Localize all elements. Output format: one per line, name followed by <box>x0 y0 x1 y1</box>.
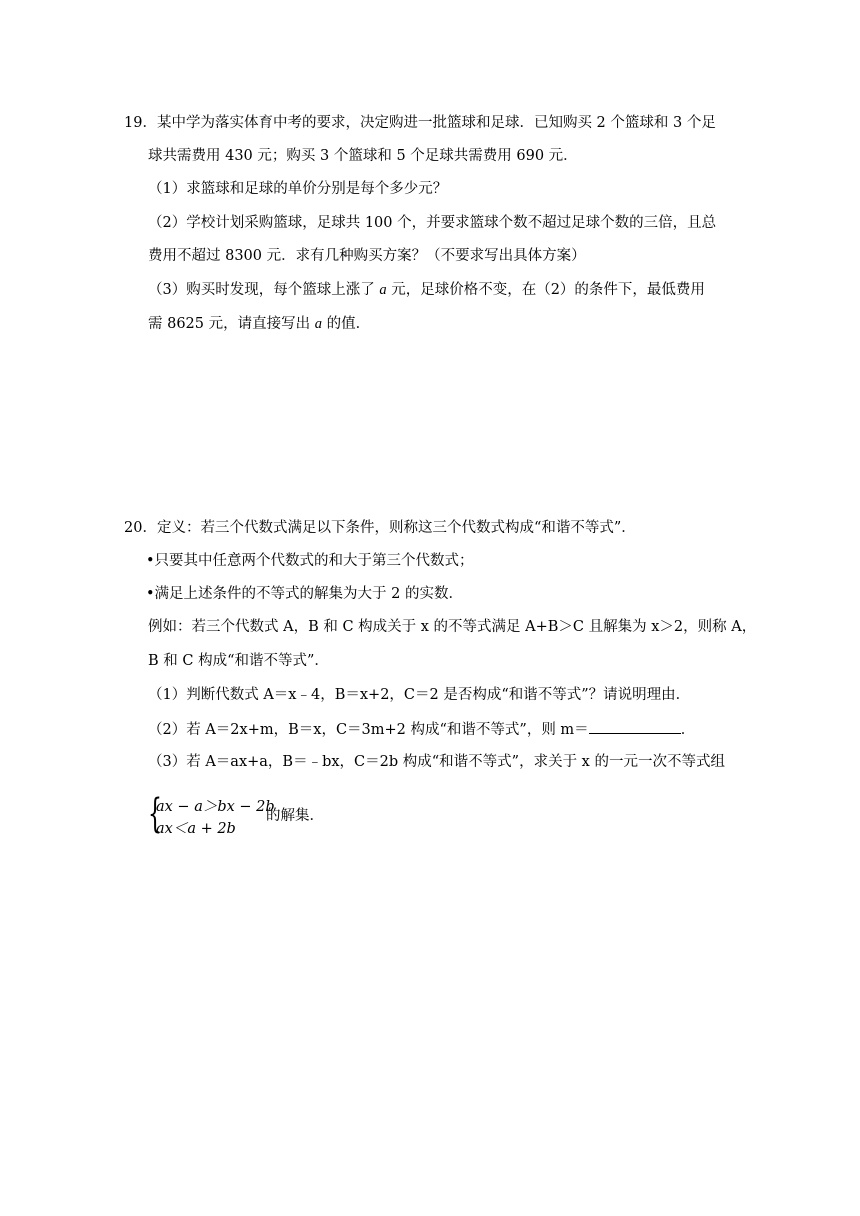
q19-number: 19． <box>124 115 157 131</box>
q20-example-line1: 例如：若三个代数式 A，B 和 C 构成关于 x 的不等式满足 A+B＞C 且解集为 x＞2，则称 A， <box>148 619 757 635</box>
q19-part3-line2 <box>148 315 370 333</box>
answer-blank[interactable] <box>589 719 681 734</box>
q19-stem-line1: 某中学为落实体育中考的要求，决定购进一批篮球和足球．已知购买 2 个篮球和 3 个足 <box>156 115 716 131</box>
q19-stem-line2: 球共需费用 430 元；购买 3 个篮球和 5 个足球共需费用 690 元． <box>148 148 578 164</box>
q20-intro: 定义：若三个代数式满足以下条件，则称这三个代数式构成“和谐不等式”． <box>156 520 636 536</box>
q19-part2-line2: 费用不超过 8300 元．求有几种购买方案？（不要求写出具体方案） <box>148 248 586 264</box>
q20-part2-text: （2）若 A＝2x+m，B＝x，C＝3m+2 构成“和谐不等式”，则 m＝ <box>148 722 589 738</box>
q19-part1: （1）求篮球和足球的单价分别是每个多少元？ <box>148 181 448 197</box>
q20-bullet1: •只要其中任意两个代数式的和大于第三个代数式； <box>146 553 474 569</box>
q20-bullet2: •满足上述条件的不等式的解集为大于 2 的实数． <box>146 586 463 602</box>
q20-part2-period: ． <box>680 722 696 738</box>
q19-part3-variable: a <box>379 282 387 298</box>
system-row-2: ax＜a + 2b <box>156 821 236 837</box>
system-row-1: ax − a＞bx − 2b <box>156 799 275 815</box>
q20-intro-line <box>124 519 636 537</box>
q20-part3: （3）若 A＝ax+a，B＝﹣bx，C＝2b 构成“和谐不等式”，求关于 x 的一元一次不等式组 <box>148 754 725 770</box>
q19-part3-line2-text-b: 的值． <box>321 316 371 332</box>
q20-part2 <box>148 719 695 739</box>
q19-part3-line1 <box>148 281 705 299</box>
q19-part3-text-a: （3）购买时发现，每个篮球上涨了 <box>148 282 380 298</box>
q19-line1 <box>124 114 716 132</box>
q19-part3-line2-text-a: 需 8625 元，请直接写出 <box>148 316 315 332</box>
inequality-system <box>148 791 275 842</box>
q19-part3-line2-variable: a <box>314 316 322 332</box>
q20-number: 20． <box>124 520 157 536</box>
q20-part1: （1）判断代数式 A＝x﹣4，B＝x+2，C＝2 是否构成“和谐不等式”？请说明理由． <box>148 687 691 703</box>
q19-part3-text-b: 元，足球价格不变，在（2）的条件下，最低费用 <box>386 282 705 298</box>
left-brace-icon: { <box>148 791 162 837</box>
q20-example-line2: B 和 C 构成“和谐不等式”． <box>148 653 329 669</box>
q19-part2-line1: （2）学校计划采购篮球，足球共 100 个，并要求篮球个数不超过足球个数的三倍，且总 <box>148 215 717 231</box>
system-tail-text: 的解集． <box>266 808 324 824</box>
